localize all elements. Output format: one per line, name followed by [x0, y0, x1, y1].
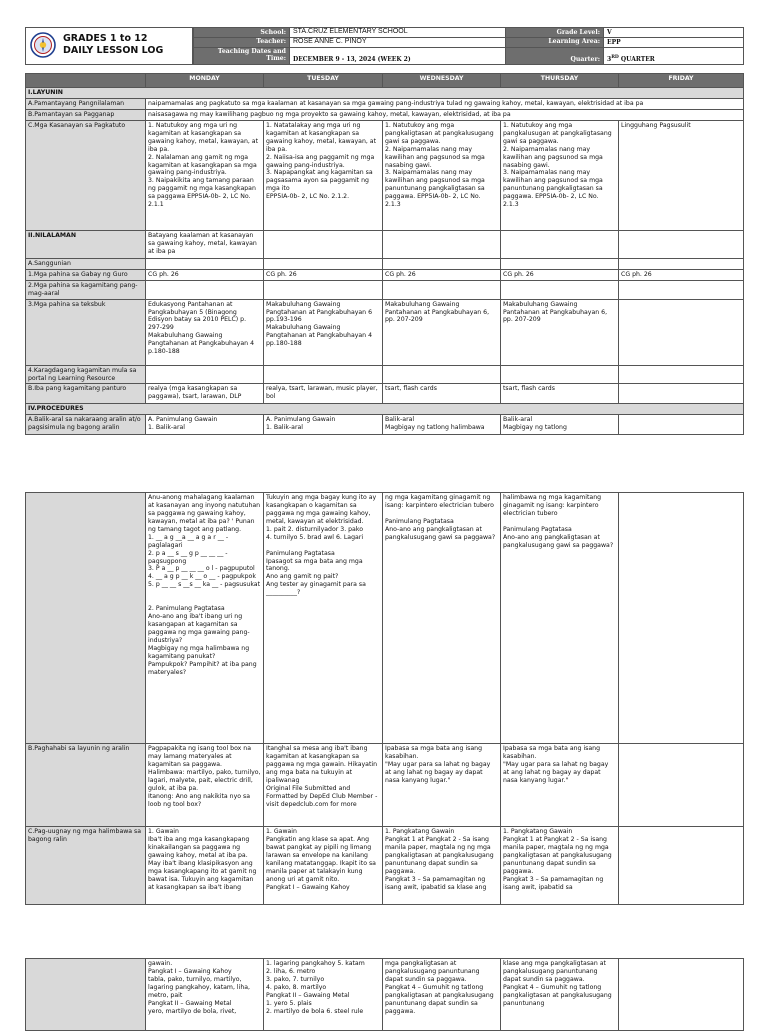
corner-cell — [26, 74, 146, 88]
pag-uugnay-cont-tuesday: 1. lagaring pangkahoy 5. katam 2. liha, 6. metro 3. pako, 7. turnilyo 4. pako, 8. martilyo Pangkat II – Gawaing Metal 1. yero 5. plais 2. martilyo de bola 6. steel rule — [264, 959, 383, 1031]
kagamitan-thursday: tsart, flash cards — [501, 384, 619, 404]
paghahabi-wednesday: Ipabasa sa mga bata ang isang kasabihan. "May ugar para sa lahat ng bagay at ang lahat ng bagay ay dapat nasa kanyang lugar." — [383, 744, 501, 827]
paghahabi-monday: Pagpapakita ng isang tool box na may lamang materyales at kagamitan sa paggawa. Halimbawa: martilyo, pako, turnilyo, lagari, malyete, pait, electric drill, gulok, at iba pa. Itanong: Ano ang nakikita nyo sa loob ng tool box? — [146, 744, 264, 827]
quarter-suffix: RD — [611, 55, 619, 61]
quarter-value — [604, 47, 744, 64]
empty-cell — [146, 365, 264, 384]
lesson-log-page-2 — [25, 492, 743, 905]
empty-cell — [619, 230, 744, 258]
balik-aral-monday: A. Panimulang Gawain 1. Balik-aral — [146, 415, 264, 435]
kagamitan-tuesday: realya, tsart, larawan, music player, bol — [264, 384, 383, 404]
empty-cell — [619, 384, 744, 404]
lesson-table-2 — [25, 492, 744, 905]
day-friday: FRIDAY — [619, 74, 744, 88]
section-procedures: IV.PROCEDURES — [26, 404, 744, 415]
paghahabi-tuesday: Itanghal sa mesa ang iba't ibang kagamitan at kasangkapan sa paggawa ng mga gawain. Hikayatin ang mga bata na tukuyin at ipaliwanag Original File Submitted and Formatted by DepEd Club Member - visit depedclub.com for more — [264, 744, 383, 827]
pag-uugnay-tuesday: 1. Gawain Pangkatin ang klase sa apat. Ang bawat pangkat ay pipili ng limang larawan sa envelope na kanilang kanilang matatanggap. Ikapit ito sa manila paper at talakayin kung anong uri at gamit nito. Pangkat I – Gawaing Kahoy — [264, 827, 383, 905]
empty-cell — [264, 365, 383, 384]
dates-value: DECEMBER 9 - 13, 2024 (WEEK 2) — [290, 47, 506, 64]
quarter-label: Quarter: — [506, 47, 604, 64]
school-value: STA.CRUZ ELEMENTARY SCHOOL — [290, 28, 506, 38]
empty-cell — [619, 744, 744, 827]
empty-cell — [383, 280, 501, 299]
balik-aral-thursday: Balik-aral Magbigay ng tatlong — [501, 415, 619, 435]
kasanayan-monday: 1. Natutukoy ang mga uri ng kagamitan at kasangkapan sa gawaing kahoy, metal, kawayan, at iba pa. 2. Nalalaman ang gamit ng mga kagamitan at kasangkapan sa mga gawaing pang-industriya. 3. Naipakikita ang tamang paraan ng paggamit ng mga kasangkapan sa paggawa EPP5IA-0b- 2, LC No. 2.1.1 — [146, 120, 264, 230]
teksbuk-wednesday: Makabuluhang Gawaing Pantahanan at Pangkabuhayan 6, pp. 207-209 — [383, 299, 501, 365]
teacher-value: ROSE ANNE C. PINOY — [290, 37, 506, 47]
empty-cell — [383, 230, 501, 258]
gabay-thursday: CG ph. 26 — [501, 269, 619, 280]
row-label-kasanayan: C.Mga Kasanayan sa Pagkatuto — [26, 120, 146, 230]
empty-cell — [619, 415, 744, 435]
kasanayan-thursday: 1. Natutukoy ang mga pangkalusugan at pangkaligtasang gawi sa paggawa. 2. Naipamamalas nang may kawilihan ang pagsunod sa mga nasabing gawi. 3. Naipamamalas nang may kawilihan ang pagsunod sa mga panuntunang pangkaligtasan sa paggawa. EPP5IA-0b- 2, LC No. 2.1.3 — [501, 120, 619, 230]
deped-seal-icon — [30, 32, 56, 58]
kasanayan-friday: Lingguhang Pagsusulit — [619, 120, 744, 230]
empty-cell — [619, 827, 744, 905]
gabay-wednesday: CG ph. 26 — [383, 269, 501, 280]
document-title — [63, 33, 163, 58]
dates-label: Teaching Dates and Time: — [194, 47, 290, 64]
header-title-box — [25, 27, 193, 65]
balik-aral-cont-tuesday: Tukuyin ang mga bagay kung ito ay kasangkapan o kagamitan sa paggawa ng mga gawaing kahoy, metal, kawayan at elektrisidad. 1. pait 2. disturnilyador 3. pako 4. turnilyo 5. brad awl 6. Lagari Panimulang Pagtatasa Ipasagot sa mga bata ang mga tanong. Ano ang gamit ng pait? Ang tester ay ginagamit para sa __________? — [264, 493, 383, 744]
empty-cell — [383, 258, 501, 269]
pag-uugnay-wednesday: 1. Pangkatang Gawain Pangkat 1 at Pangkat 2 - Sa isang manila paper, magtala ng ng mga pangkaligtasan at pangkalusugang panuntunang dapat sundin sa paggawa. Pangkat 3 – Sa pamamagitan ng isang awit, ipabatid sa klase ang — [383, 827, 501, 905]
empty-cell — [619, 258, 744, 269]
quarter-number: 3 — [607, 56, 612, 64]
pag-uugnay-cont-monday: gawain. Pangkat I – Gawaing Kahoy tabla, pako, turnilyo, martilyo, lagaring pangkahoy, katam, liha, metro, pait Pangkat II – Gawaing Metal yero, martilyo de bola, rivet, — [146, 959, 264, 1031]
section-layunin: I.LAYUNIN — [26, 88, 744, 99]
row-label-continued-3 — [26, 959, 146, 1031]
empty-cell — [501, 280, 619, 299]
empty-cell — [619, 299, 744, 365]
day-thursday: THURSDAY — [501, 74, 619, 88]
title-line-1: GRADES 1 to 12 — [63, 33, 148, 44]
school-label: School: — [194, 28, 290, 38]
row-label-paghahabi: B.Paghahabi sa layunin ng aralin — [26, 744, 146, 827]
pamantayan-sa-pagganap-text: naisasagawa ng may kawilihang pagbuo ng mga proyekto sa gawaing kahoy, metal, kawayan, elektrisidad, at iba pa — [146, 109, 744, 120]
teksbuk-thursday: Makabuluhang Gawaing Pantahanan at Pangkabuhayan 6, pp. 207-209 — [501, 299, 619, 365]
empty-cell — [146, 280, 264, 299]
kasanayan-wednesday: 1. Natutukoy ang mga pangkaligtasan at pangkalusugang gawi sa paggawa. 2. Naipamamalas nang may kawilihan ang pagsunod sa mga nasabing gawi. 3. Naipamamalas nang may kawilihan ang pagsunod sa mga panuntunang pangkaligtasan sa paggawa. EPP5IA-0b- 2, LC No. 2.1.3 — [383, 120, 501, 230]
row-label-teksbuk: 3.Mga pahina sa teksbuk — [26, 299, 146, 365]
empty-cell — [619, 493, 744, 744]
gabay-tuesday: CG ph. 26 — [264, 269, 383, 280]
row-label-gabay-ng-guro: 1.Mga pahina sa Gabay ng Guro — [26, 269, 146, 280]
day-tuesday: TUESDAY — [264, 74, 383, 88]
empty-cell — [264, 230, 383, 258]
pag-uugnay-thursday: 1. Pangkatang Gawain Pangkat 1 at Pangkat 2 - Sa isang manila paper, magtala ng ng mga pangkaligtasan at pangkalusugang panuntunang dapat sundin sa paggawa. Pangkat 3 – Sa pamamagitan ng isang awit, ipabatid sa — [501, 827, 619, 905]
balik-aral-tuesday: A. Panimulang Gawain 1. Balik-aral — [264, 415, 383, 435]
row-label-pamantayan-sa-pagganap: B.Pamantayan sa Pagganap — [26, 109, 146, 120]
row-label-balik-aral: A.Balik-aral sa nakaraang aralin at/o pagsisimula ng bagong aralin — [26, 415, 146, 435]
balik-aral-wednesday: Balik-aral Magbigay ng tatlong halimbawa — [383, 415, 501, 435]
nilalaman-text: Batayang kaalaman at kasanayan sa gawaing kahoy, metal, kawayan at iba pa — [146, 230, 264, 258]
lesson-log-page-3 — [25, 958, 743, 1031]
section-sanggunian: A.Sanggunian — [26, 258, 146, 269]
empty-cell — [501, 230, 619, 258]
gabay-monday: CG ph. 26 — [146, 269, 264, 280]
teksbuk-tuesday: Makabuluhang Gawaing Pangtahanan at Pangkabuhayan 6 pp.193-196 Makabuluhang Gawaing Pangtahanan at Pangkabuhayan 4 pp.180-188 — [264, 299, 383, 365]
lesson-log-page-1 — [25, 73, 743, 435]
row-label-pamantayang-pangnilalaman: A.Pamantayang Pangnilalaman — [26, 98, 146, 109]
empty-cell — [264, 258, 383, 269]
empty-cell — [501, 258, 619, 269]
day-monday: MONDAY — [146, 74, 264, 88]
balik-aral-cont-monday: Anu-anong mahalagang kaalaman at kasanayan ang inyong natutuhan sa paggawa ng gawaing kahoy, kawayan, metal at iba pa? ' Punan ng tamang tagot ang patlang. 1. __ a g __a __ a g a r __ - paglalagari 2. p a __ s __ g p __ __ __ - pagsugpong 3. P a __ p __ __ __ o l - pagpuputol 4. __ a g p __ k __ o __ - pagpukpok 5. p __ __ s __s __ ka __ - pagsusukat 2. Panimulang Pagtatasa Ano-ano ang iba't ibang uri ng kasangapan at kagamitan sa paggawa ng mga gawaing pang-industriya? Magbigay ng mga halimbawa ng kagamitang panukat? Pampukpok? Pampihit? at iba pang materyales? — [146, 493, 264, 744]
day-wednesday: WEDNESDAY — [383, 74, 501, 88]
pag-uugnay-cont-thursday: klase ang mga pangkaligtasan at pangkalusugang panuntunang dapat sundin sa paggawa. Pangkat 4 – Gumuhit ng tatlong pangkaligtasan at pangkalusugang panuntunang — [501, 959, 619, 1031]
balik-aral-cont-wednesday: ng mga kagamitang ginagamit ng isang: karpintero electrician tubero Panimulang Pagtatasa Ano-ano ang pangkaligtasan at pangkalusugang gawi sa paggawa? — [383, 493, 501, 744]
row-label-learning-resource: 4.Karagdagang kagamitan mula sa portal ng Learning Resource — [26, 365, 146, 384]
paghahabi-thursday: Ipabasa sa mga bata ang isang kasabihan. "May ugar para sa lahat ng bagay at ang lahat ng bagay ay dapat nasa kanyang lugar." — [501, 744, 619, 827]
empty-cell — [501, 365, 619, 384]
balik-aral-cont-thursday: halimbawa ng mga kagamitang ginagamit ng isang: karpintero electrician tubero Panimulang Pagtatasa Ano-ano ang pangkaligtasan at pangkalusugang gawi sa paggawa? — [501, 493, 619, 744]
row-label-iba-pang-kagamitan: B.Iba pang kagamitang panturo — [26, 384, 146, 404]
empty-cell — [619, 365, 744, 384]
pag-uugnay-monday: 1. Gawain Iba't iba ang mga kasangkapang kinakailangan sa paggawa ng gawaing kahoy, metal at iba pa. May iba't ibang klasipikasyon ang mga kasangkapang ito at gamit ng bawat isa. Tukuyin ang kagamitan at kasangkapan sa iba't ibang — [146, 827, 264, 905]
lesson-table-3 — [25, 958, 744, 1031]
lesson-table-1 — [25, 73, 744, 435]
empty-cell — [619, 280, 744, 299]
teacher-label: Teacher: — [194, 37, 290, 47]
kasanayan-tuesday: 1. Natatalakay ang mga uri ng kagamitan at kasangkapan sa gawaing kahoy, metal, kawayan, at iba pa. 2. Naiisa-isa ang paggamit ng mga gawaing pang-industriya. 3. Napapangkat ang kagamitan sa pagsasama ayon sa paggamit ng mga ito EPP5IA-0b- 2, LC No. 2.1.2. — [264, 120, 383, 230]
kagamitan-wednesday: tsart, flash cards — [383, 384, 501, 404]
grade-label: Grade Level: — [506, 28, 604, 38]
area-value: EPP — [604, 37, 744, 47]
gabay-friday: CG ph. 26 — [619, 269, 744, 280]
pag-uugnay-cont-wednesday: mga pangkaligtasan at pangkalusugang panuntunang dapat sundin sa paggawa. Pangkat 4 – Gumuhit ng tatlong pangkaligtasan at pangkalusugang panuntunang dapat sundin sa paggawa. — [383, 959, 501, 1031]
row-label-continued — [26, 493, 146, 744]
empty-cell — [383, 365, 501, 384]
empty-cell — [146, 258, 264, 269]
quarter-word: QUARTER — [618, 56, 655, 64]
grade-value: V — [604, 28, 744, 38]
empty-cell — [619, 959, 744, 1031]
area-label: Learning Area: — [506, 37, 604, 47]
section-nilalaman: II.NILALAMAN — [26, 230, 146, 258]
title-line-2: DAILY LESSON LOG — [63, 45, 164, 57]
row-label-pag-uugnay: C.Pag-uugnay ng mga halimbawa sa bagong ralin — [26, 827, 146, 905]
kagamitan-monday: realya (mga kasangkapan sa paggawa), tsart, larawan, DLP — [146, 384, 264, 404]
pamantayang-pangnilalaman-text: naipamamalas ang pagkatuto sa mga kaalaman at kasanayan sa mga gawaing pang-industriya tulad ng gawaing kahoy, metal, kawayan, elektrisidad at iba pa — [146, 98, 744, 109]
header-info-table — [193, 27, 744, 65]
teksbuk-monday: Edukasyong Pantahanan at Pangkabuhayan 5 (Binagong Edisyon batay sa 2010 PELC) p. 297-299 Makabuluhang Gawaing Pangtahanan at Pangkabuhayan 4 p.180-188 — [146, 299, 264, 365]
empty-cell — [264, 280, 383, 299]
row-label-kagamitang-pang-mag-aaral: 2.Mga pahina sa kagamitang pang-mag-aaral — [26, 280, 146, 299]
